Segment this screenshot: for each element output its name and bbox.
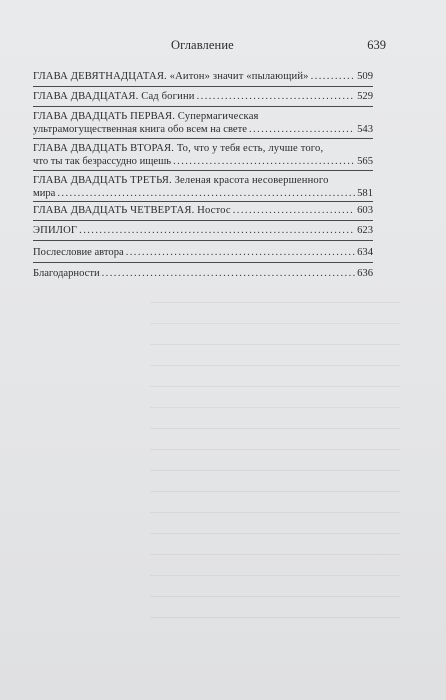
toc-entry-chapter-20[interactable]	[33, 90, 373, 103]
toc-line	[33, 110, 373, 123]
toc-line	[33, 70, 373, 83]
entry-divider	[33, 201, 373, 202]
toc-entry-title: ЭПИЛОГ	[33, 225, 78, 236]
toc-line	[33, 267, 373, 280]
page-header	[0, 38, 446, 58]
entry-divider	[33, 106, 373, 107]
dot-leader	[126, 246, 355, 259]
toc-entry-chapter-21[interactable]	[33, 110, 373, 136]
toc-entry-title: ГЛАВА ДВАДЦАТАЯ. Сад богини	[33, 91, 195, 102]
toc-line	[33, 174, 373, 187]
toc-line	[33, 204, 373, 217]
toc-entry-title: ГЛАВА ДВАДЦАТЬ ВТОРАЯ. То, что у тебя есть, лучше того,	[33, 143, 324, 154]
entry-divider	[33, 138, 373, 139]
page-number: 639	[367, 38, 386, 52]
entry-divider	[33, 86, 373, 87]
toc-entry-title: ГЛАВА ДВАДЦАТЬ ТРЕТЬЯ. Зеленая красота несовершенного	[33, 175, 329, 186]
entry-divider	[33, 240, 373, 241]
toc-entry-page: 529	[357, 91, 373, 102]
toc-line	[33, 123, 373, 136]
dot-leader	[102, 267, 355, 280]
page-title: Оглавление	[171, 38, 234, 52]
toc-entry-afterword[interactable]	[33, 246, 373, 259]
toc-line	[33, 246, 373, 259]
toc-entry-page: 636	[357, 268, 373, 279]
toc-line	[33, 155, 373, 168]
dot-leader	[233, 204, 355, 217]
dot-leader	[173, 155, 355, 168]
toc-entry-title: ГЛАВА ДВАДЦАТЬ ЧЕТВЕРТАЯ. Ностос	[33, 205, 231, 216]
toc-entry-page: 603	[357, 205, 373, 216]
dot-leader	[79, 224, 355, 237]
toc-entry-page: 623	[357, 225, 373, 236]
toc-line	[33, 224, 373, 237]
entry-divider	[33, 220, 373, 221]
toc-entry-title-continued: мира	[33, 188, 56, 200]
toc-entry-chapter-23[interactable]	[33, 174, 373, 200]
dot-leader	[57, 187, 355, 200]
entry-divider	[33, 170, 373, 171]
dot-leader	[197, 90, 356, 103]
toc-entry-title-continued: что ты так безрассудно ищешь	[33, 156, 172, 168]
show-through-texture	[150, 290, 400, 620]
toc-line	[33, 90, 373, 103]
toc-line	[33, 142, 373, 155]
toc-entry-page: 565	[357, 156, 373, 168]
toc-entry-title: Благодарности	[33, 268, 100, 279]
toc-entry-chapter-19[interactable]	[33, 70, 373, 83]
toc-entry-page: 543	[357, 124, 373, 136]
toc-entry-page: 581	[357, 188, 373, 200]
toc-entry-title: ГЛАВА ДВАДЦАТЬ ПЕРВАЯ. Супермагическая	[33, 111, 259, 122]
toc-line	[33, 187, 373, 200]
toc-entry-page: 509	[357, 71, 373, 82]
toc-entry-title-continued: ультрамогущественная книга обо всем на свете	[33, 124, 247, 136]
toc-entry-epilogue[interactable]	[33, 224, 373, 237]
toc-entry-title: ГЛАВА ДЕВЯТНАДЦАТАЯ. «Аитон» значит «пылающий»	[33, 71, 309, 82]
toc-entry-title: Послесловие автора	[33, 247, 124, 258]
toc-entry-acknowledgements[interactable]	[33, 267, 373, 280]
entry-divider	[33, 262, 373, 263]
toc-entry-chapter-22[interactable]	[33, 142, 373, 168]
dot-leader	[311, 70, 356, 83]
dot-leader	[249, 123, 355, 136]
toc-entry-page: 634	[357, 247, 373, 258]
toc-entry-chapter-24[interactable]	[33, 204, 373, 217]
